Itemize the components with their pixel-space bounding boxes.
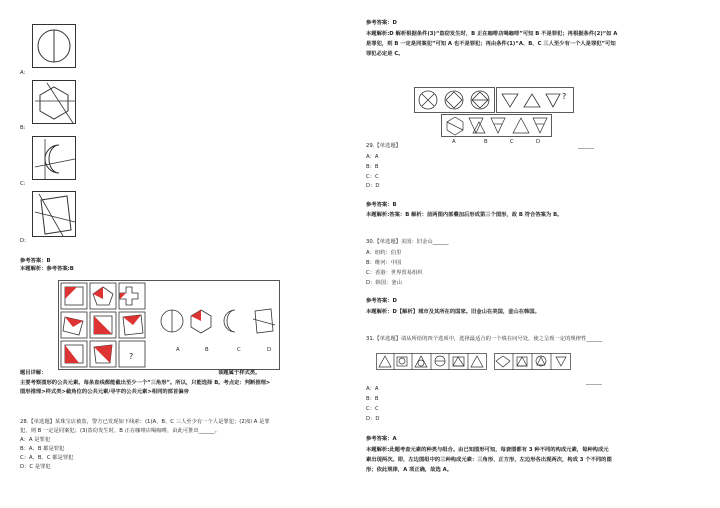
analysis30-text: 本题解析：D【解析】城市及其所在的国家。旧金山在美国，釜山在韩国。 — [366, 309, 540, 315]
puzzle-option-letter-a: A — [176, 347, 180, 353]
q28-line1: 28.【单选题】某珠宝店被盗，警方已发现如下线索：(1)A、B、C 三人至少有一个人是罪犯；(2)如 A 是罪 — [20, 419, 270, 425]
puzzle-option-letter-d: D — [267, 347, 272, 353]
analysis31-line2: 素出现两次。即，左边图组中的三种构成元素：三角形、正方形，左边形各出现两次，构成 3 个不同的图 — [366, 457, 612, 463]
option-label-a: A: — [20, 70, 26, 76]
q31-option-b[interactable]: B：B — [366, 396, 379, 402]
q30-title: 30.【单选题】美国：旧金山______ — [366, 239, 449, 245]
q30-option-b[interactable]: B：维河：中国 — [366, 260, 402, 266]
q28-option-b[interactable]: B：A、B 都是罪犯 — [20, 446, 65, 452]
q30-option-a[interactable]: A：纽约：伯里 — [366, 250, 402, 256]
grid-question-mark: ? — [129, 352, 134, 361]
circle-line-shape — [33, 25, 77, 69]
q31-option-a[interactable]: A：A — [366, 386, 379, 392]
puzzle-option-letter-b: B — [205, 347, 209, 353]
answer-text: 参考答案：B — [20, 258, 51, 264]
q29-option-d[interactable]: D：D — [366, 183, 380, 189]
q30-option-c[interactable]: C：香港：世界贸易组织 — [366, 270, 423, 276]
q29-option-shapes — [441, 114, 552, 138]
explain-line3: 图形推理>样式类>截角位的公共元素/寻字的公共元素>相同的部首偏旁 — [20, 389, 189, 395]
q28-option-c[interactable]: C：A、B、C 都是罪犯 — [20, 455, 74, 461]
q30-option-d[interactable]: D：韩国：釜山 — [366, 280, 402, 286]
q29-option-letter-b: B — [484, 139, 488, 145]
explain-type: 该题属于样式类。 — [218, 370, 261, 376]
hexagon-shape — [33, 81, 77, 125]
q29-title: 29.【单选题】 — [366, 143, 401, 149]
q29-question-mark: ? — [562, 92, 567, 101]
q28-option-a[interactable]: A：A 是罪犯 — [20, 437, 51, 443]
option-c-figure — [32, 136, 76, 180]
q29-option-a[interactable]: A：A — [366, 154, 379, 160]
option-d-figure — [32, 191, 76, 237]
q29-option-letter-d: D — [536, 139, 541, 145]
option-label-d: D: — [20, 238, 26, 244]
option-b-figure — [32, 80, 76, 124]
q31-option-c[interactable]: C：C — [366, 406, 379, 412]
analysis28-line3: 罪犯必定是 C。 — [366, 51, 404, 57]
q31-blank: ______ — [586, 379, 602, 385]
q29-stem-figure — [414, 87, 574, 113]
analysis-text: 本题解析：参考答案:B — [20, 266, 74, 272]
q28-line2: 犯，则 B 一定是同案犯；(3)盗窃发生时，B 正在咖啡店喝咖啡，由此可推出______。 — [20, 428, 220, 434]
q31-line1: 31.【单选题】请从所给的四个选项中，选择最适合的一个填在问号处，使之呈现一定的规律性______ — [366, 336, 603, 342]
answer30-text: 参考答案：D — [366, 298, 397, 304]
option-label-b: B: — [20, 125, 26, 131]
analysis29-text: 本题解析:答案：B 解析：前两图内部叠加后形成第三个图形，故 B 符合答案为 B。 — [366, 212, 563, 218]
analysis28-line2: 是罪犯，则 B 一定是同案犯”可知 A 也不是罪犯；再由条件(1)“A、B、C 三人至少有一个人是罪犯”可知 — [366, 41, 616, 47]
q29-option-c[interactable]: C：C — [366, 174, 379, 180]
puzzle-figure — [58, 280, 280, 370]
q29-option-letter-a: A — [452, 139, 456, 145]
q31-shapes — [376, 353, 572, 371]
q29-stem-shapes — [414, 87, 574, 113]
explain-label: 题目详解： — [20, 370, 47, 376]
option-a-figure — [32, 24, 76, 68]
q31-option-d[interactable]: D：D — [366, 416, 380, 422]
q29-option-letter-c: C — [510, 139, 514, 145]
q31-figure — [376, 353, 572, 371]
puzzle-option-letter-c: C — [237, 347, 241, 353]
analysis31-line3: 形；依此规律，A 项正确，故选 A。 — [366, 467, 453, 473]
q29-options-figure — [441, 114, 552, 138]
crescent-shape — [33, 137, 77, 181]
answer31-text: 参考答案：A — [366, 436, 397, 442]
q29-blank: ______ — [578, 143, 594, 149]
rotated-rectangle-shape — [33, 192, 77, 238]
analysis28-line1: 本题解析:D 解析根据条件(3)“盗窃发生时，B 正在咖啡店喝咖啡”可知 B 不是罪犯；再根据条件(2)“如 A — [366, 31, 618, 37]
analysis31-line1: 本题解析:此题考查元素的种类与组合。由已知图形可知，每套图都有 3 种不同的构成元素，每种构成元 — [366, 447, 609, 453]
puzzle-grid-shapes — [59, 281, 281, 371]
q29-option-b[interactable]: B：B — [366, 164, 379, 170]
answer28-text: 参考答案：D — [366, 20, 397, 26]
q28-option-d[interactable]: D：C 是罪犯 — [20, 464, 51, 470]
option-label-c: C: — [20, 181, 26, 187]
explain-line2: 主要考察图形的公共元素。每条直线都能截出至少一个“三角形”。所以，只能选择 B。考点定：判断推理> — [20, 380, 271, 386]
answer29-text: 参考答案：B — [366, 202, 397, 208]
